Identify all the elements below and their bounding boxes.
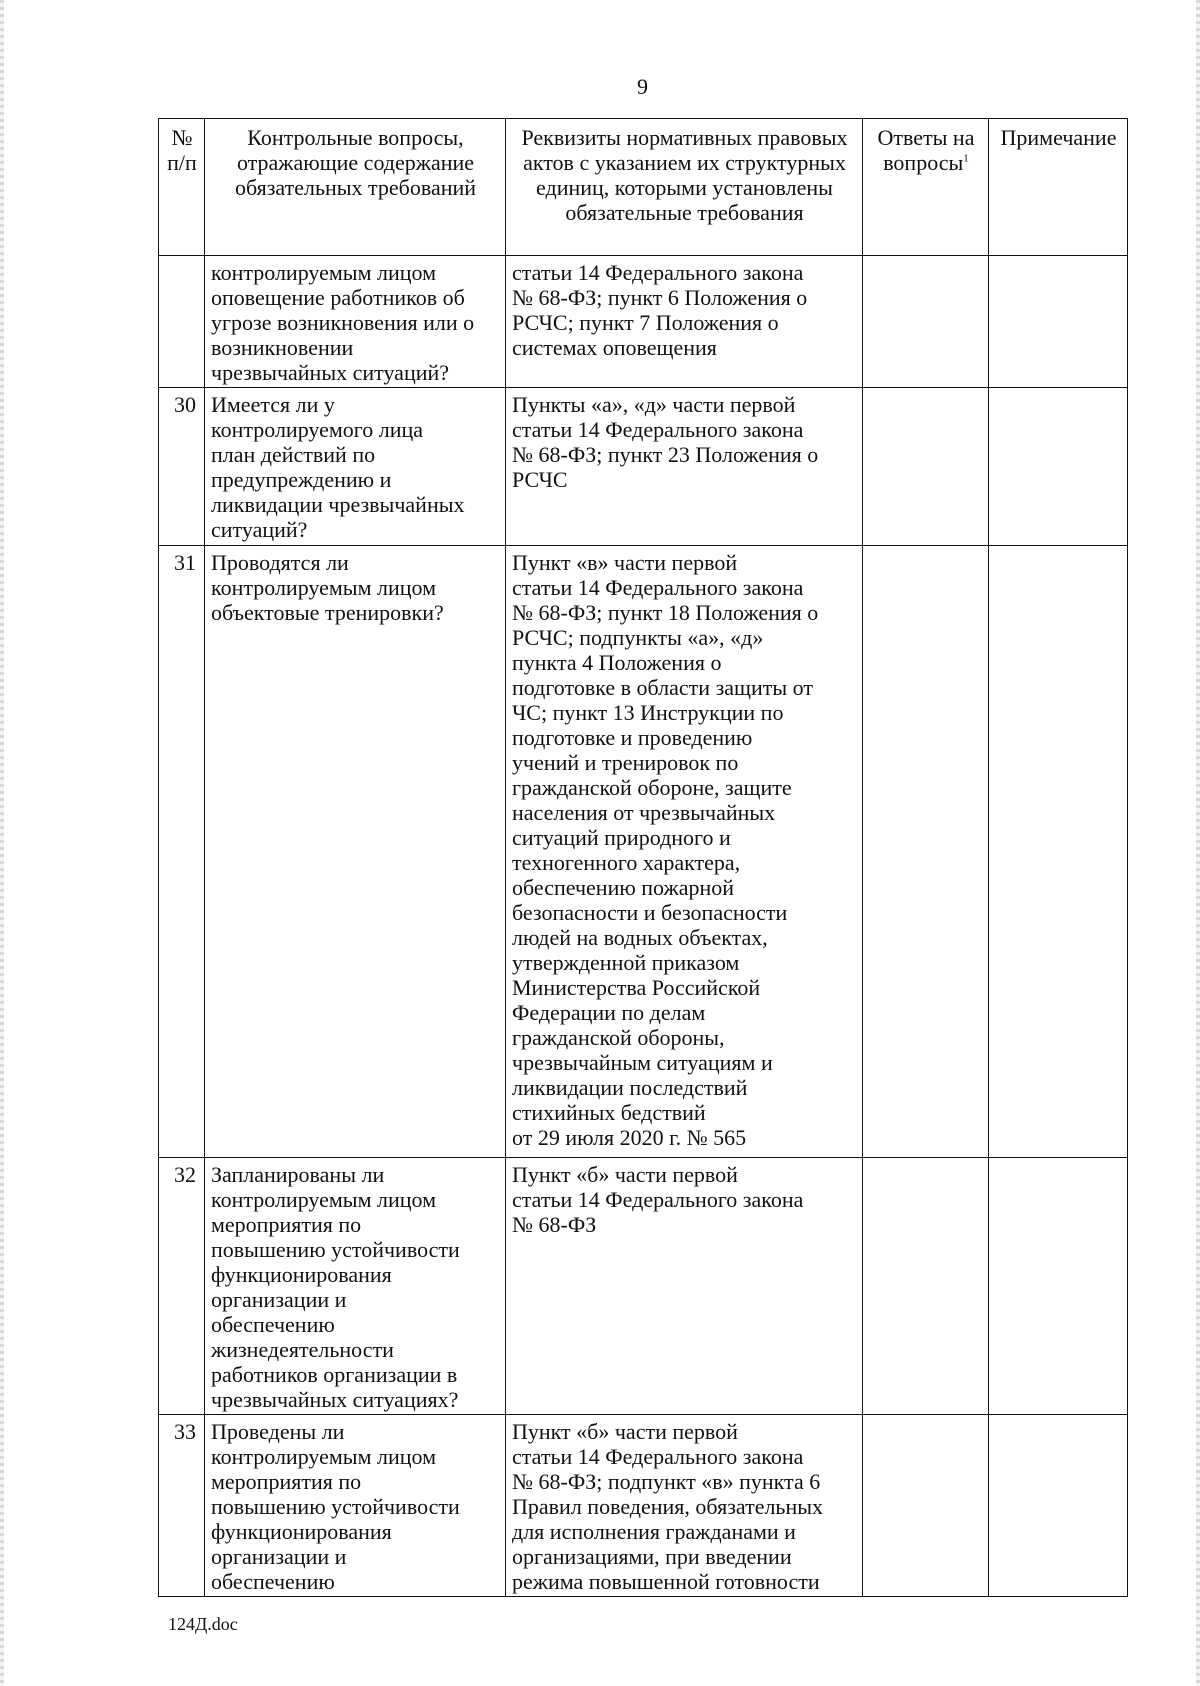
table-row — [159, 256, 1128, 388]
footer-filename: 124Д.doc — [168, 1614, 238, 1634]
header-note: Примечание — [989, 119, 1128, 256]
row-requisites: Пункт «в» части первой статьи 14 Федерального закона № 68-ФЗ; пункт 18 Положения о РСЧС; подпункты «а», «д» пункта 4 Положения о подготовке в области защиты от ЧС; пункт 13 Инструкции по подготовке и проведению учений и тренировок по гражданской обороне, защите населения от чрезвычайных ситуаций природного и техногенного характера, обеспечению пожарной безопасности и безопасности людей на водных объектах, утвержденной приказом Министерства Российской Федерации по делам гражданской обороны, чрезвычайным ситуациям и ликвидации последствий стихийных бедствий от 29 июля 2020 г. № 565 — [506, 546, 863, 1158]
row-number: 32 — [159, 1158, 205, 1415]
row-answer-cell[interactable] — [863, 1415, 989, 1597]
row-answer-cell[interactable] — [863, 256, 989, 388]
row-number: 33 — [159, 1415, 205, 1597]
row-number — [159, 256, 205, 388]
row-requisites: статьи 14 Федерального закона № 68-ФЗ; пункт 6 Положения о РСЧС; пункт 7 Положения о системах оповещения — [506, 256, 863, 388]
table-row — [159, 546, 1128, 1158]
scan-edge-left — [0, 0, 4, 1686]
row-question: контролируемым лицом оповещение работников об угрозе возникновения или о возникновении чрезвычайных ситуаций? — [205, 256, 506, 388]
header-answers-label: Ответы на вопросы — [877, 125, 975, 175]
table-row — [159, 1415, 1128, 1597]
header-question: Контрольные вопросы, отражающие содержание обязательных требований — [205, 119, 506, 256]
table-row — [159, 1158, 1128, 1415]
checklist-table-wrapper — [158, 118, 1128, 1597]
table-header-row — [159, 119, 1128, 256]
row-note-cell[interactable] — [989, 388, 1128, 546]
row-number: 31 — [159, 546, 205, 1158]
table-row — [159, 388, 1128, 546]
row-answer-cell[interactable] — [863, 388, 989, 546]
row-number: 30 — [159, 388, 205, 546]
row-note-cell[interactable] — [989, 1415, 1128, 1597]
header-requisites: Реквизиты нормативных правовых актов с указанием их структурных единиц, которыми установлены обязательные требования — [506, 119, 863, 256]
header-answers-footnote: 1 — [963, 152, 969, 165]
row-requisites: Пункты «а», «д» части первой статьи 14 Федерального закона № 68-ФЗ; пункт 23 Положения о РСЧС — [506, 388, 863, 546]
page-number: 9 — [637, 74, 648, 99]
row-requisites: Пункт «б» части первой статьи 14 Федерального закона № 68-ФЗ — [506, 1158, 863, 1415]
row-requisites: Пункт «б» части первой статьи 14 Федерального закона № 68-ФЗ; подпункт «в» пункта 6 Правил поведения, обязательных для исполнения гражданами и организациями, при введении режима повышенной готовности — [506, 1415, 863, 1597]
row-answer-cell[interactable] — [863, 546, 989, 1158]
row-note-cell[interactable] — [989, 256, 1128, 388]
header-answers — [863, 119, 989, 256]
row-answer-cell[interactable] — [863, 1158, 989, 1415]
row-question: Проводятся ли контролируемым лицом объектовые тренировки? — [205, 546, 506, 1158]
row-question: Имеется ли у контролируемого лица план действий по предупреждению и ликвидации чрезвычайных ситуаций? — [205, 388, 506, 546]
row-note-cell[interactable] — [989, 546, 1128, 1158]
row-question: Проведены ли контролируемым лицом мероприятия по повышению устойчивости функционирования организации и обеспечению — [205, 1415, 506, 1597]
row-question: Запланированы ли контролируемым лицом мероприятия по повышению устойчивости функционирования организации и обеспечению жизнедеятельности работников организации в чрезвычайных ситуациях? — [205, 1158, 506, 1415]
checklist-table — [158, 118, 1128, 1597]
header-num: № п/п — [159, 119, 205, 256]
row-note-cell[interactable] — [989, 1158, 1128, 1415]
scan-edge-right — [1196, 0, 1200, 1686]
